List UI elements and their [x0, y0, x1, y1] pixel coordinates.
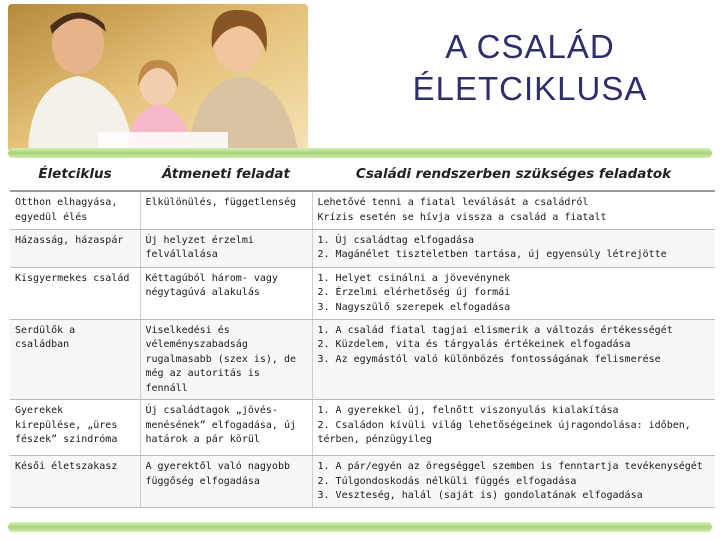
- task-line: 1. A pár/egyén az öregséggel szemben is fenntartja tevékenységét: [317, 461, 703, 472]
- page-title: [360, 26, 700, 110]
- task-line: 1. A gyerekkel új, felnőtt viszonyulás kialakítása: [317, 405, 619, 416]
- task-line: 2. Magánélet tiszteletben tartása, új egyensúly létrejötte: [317, 249, 667, 260]
- task-line: 1. Helyet csinálni a jövevénynek: [317, 272, 511, 284]
- task-line: Lehetővé tenni a fiatal leválását a családról: [317, 197, 589, 208]
- table-row: [10, 191, 715, 229]
- task-line: 3. Nagyszülő szerepek elfogadása: [317, 301, 511, 313]
- stage-cell: Gyerekek kirepülése, „üres fészek” szindróma: [10, 400, 140, 456]
- title-line-1: A CSALÁD: [445, 28, 615, 65]
- task-line: 1. Új családtag elfogadása: [317, 234, 475, 246]
- task-line: 2. Túlgondoskodás nélküli függés elfogadása: [317, 475, 577, 487]
- table-row: [10, 229, 715, 267]
- transition-cell: Kéttagúból három- vagy négytagúvá alakulás: [140, 267, 312, 319]
- bottom-divider-bar: [8, 522, 712, 532]
- transition-cell: A gyerektől való nagyobb függőség elfogadása: [140, 456, 312, 508]
- task-line: 2. Érzelmi elérhetőség új formái: [317, 287, 511, 298]
- stage-cell: Házasság, házaspár: [10, 229, 140, 267]
- task-line: 2. Családon kívüli világ lehetőségeinek újragondolása: időben, térben, pénzügyileg: [317, 419, 691, 445]
- table-row: [10, 400, 715, 456]
- task-line: 3. Az egymástól való különbözés fontosságának felismerése: [317, 353, 661, 365]
- stage-cell: Otthon elhagyása, egyedül élés: [10, 191, 140, 229]
- tasks-cell: [312, 400, 715, 456]
- task-line: Krízis esetén se hívja vissza a család a fiatalt: [317, 211, 607, 223]
- title-line-2: ÉLETCIKLUSA: [412, 70, 648, 107]
- transition-cell: Új helyzet érzelmi felvállalása: [140, 229, 312, 267]
- stage-cell: Késői életszakasz: [10, 456, 140, 508]
- table-row: [10, 267, 715, 319]
- table-row: [10, 319, 715, 400]
- task-line: 1. A család fiatal tagjai elismerik a változás értékességét: [317, 324, 673, 336]
- tasks-cell: [312, 267, 715, 319]
- stage-cell: Serdülők a családban: [10, 319, 140, 400]
- table-header-row: [10, 158, 715, 191]
- family-lifecycle-table: [10, 158, 715, 508]
- header-transition: Átmeneti feladat: [140, 158, 312, 191]
- tasks-cell: [312, 456, 715, 508]
- task-line: 3. Veszteség, halál (saját is) gondolatának elfogadása: [317, 490, 643, 501]
- transition-cell: Elkülönülés, függetlenség: [140, 191, 312, 229]
- header-tasks: Családi rendszerben szükséges feladatok: [312, 158, 715, 191]
- tasks-cell: [312, 191, 715, 229]
- transition-cell: Új családtagok „jövés-menésének” elfogadása, új határok a pár körül: [140, 400, 312, 456]
- tasks-cell: [312, 319, 715, 400]
- tasks-cell: [312, 229, 715, 267]
- table-row: [10, 456, 715, 508]
- stage-cell: Kisgyermekes család: [10, 267, 140, 319]
- family-photo: [8, 4, 308, 152]
- task-line: 2. Küzdelem, vita és tárgyalás értékeinek elfogadása: [317, 339, 631, 350]
- top-divider-bar: [8, 148, 712, 158]
- header-stage: Életciklus: [10, 158, 140, 191]
- transition-cell: Viselkedési és véleményszabadság rugalmasabb (szex is), de még az autoritás is fennáll: [140, 319, 312, 400]
